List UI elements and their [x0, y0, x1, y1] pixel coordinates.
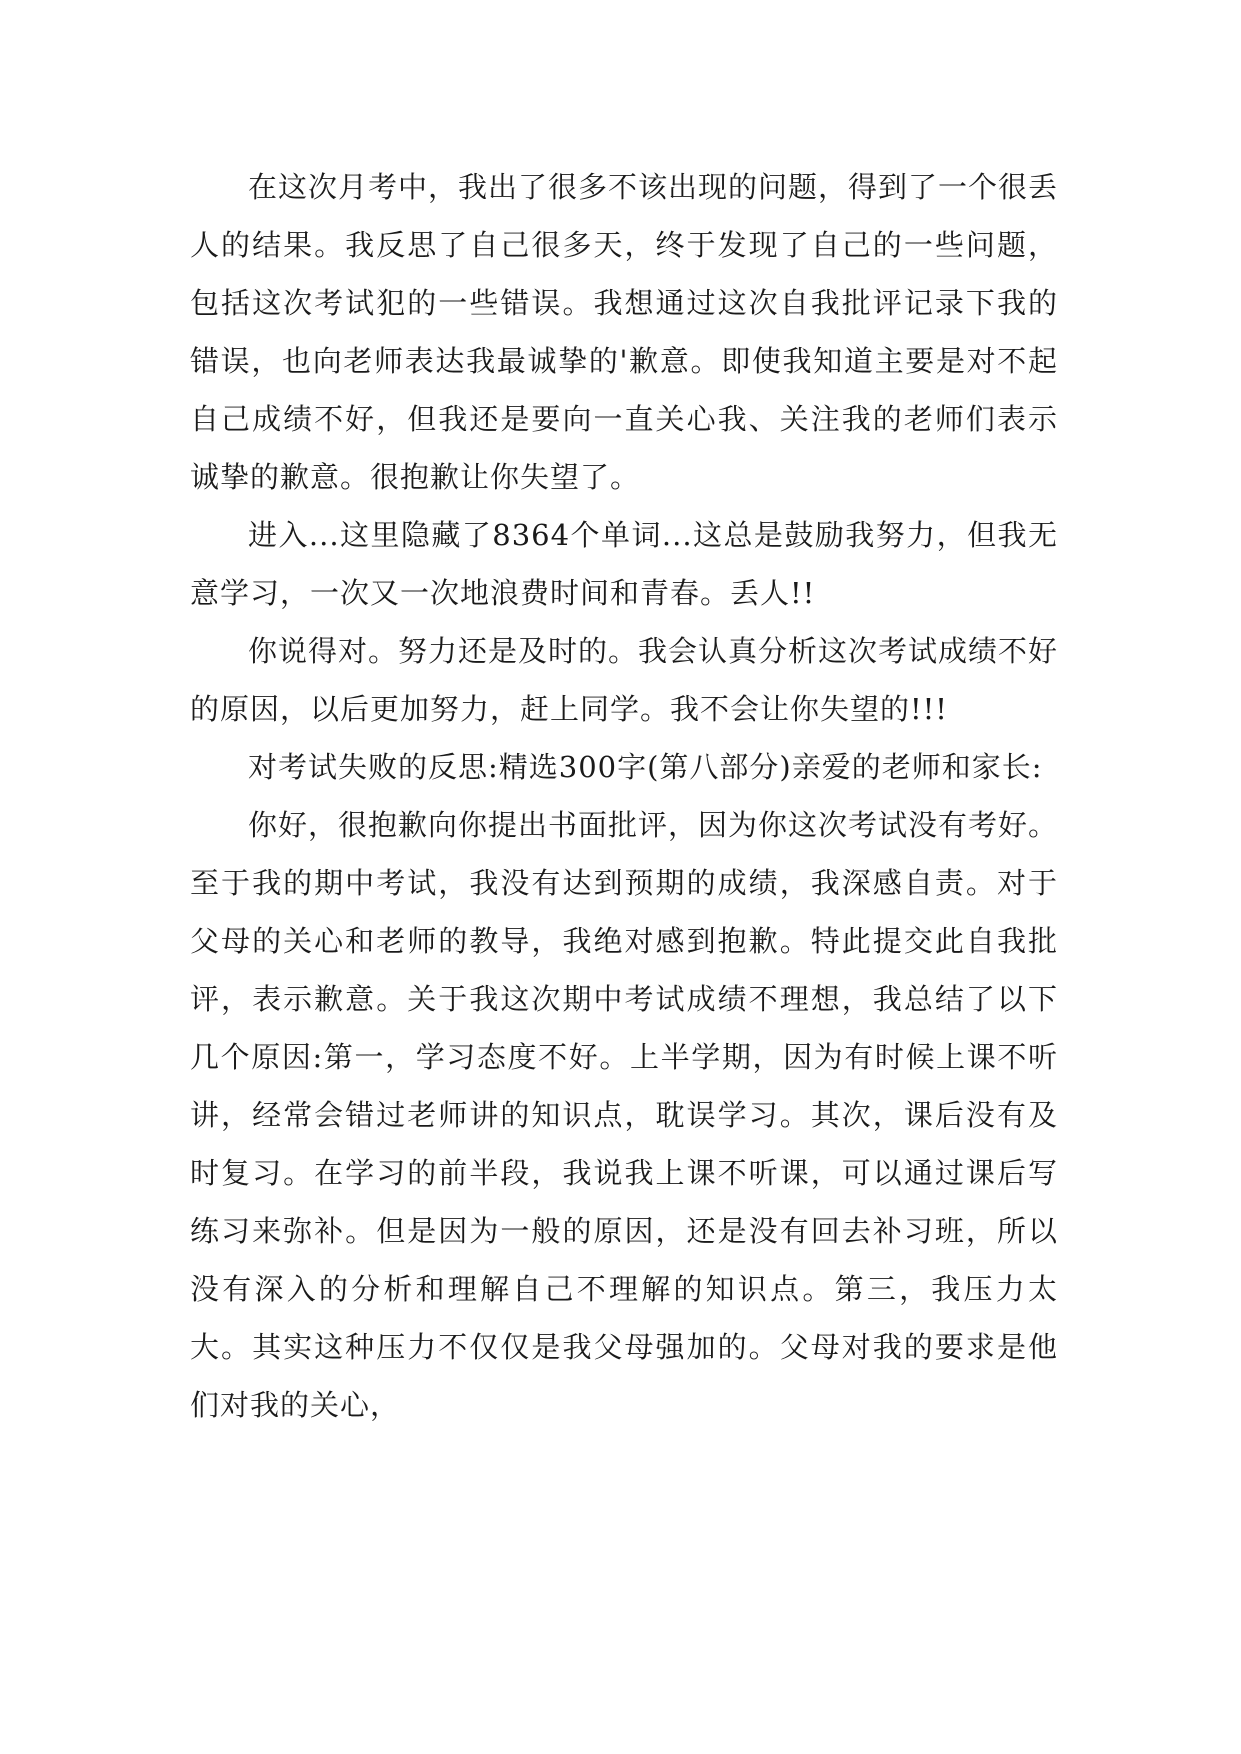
paragraph-2: 进入...这里隐藏了8364个单词...这总是鼓励我努力，但我无意学习，一次又一次地浪费时间和青春。丢人!!	[190, 518, 1058, 610]
paragraph-3: 你说得对。努力还是及时的。我会认真分析这次考试成绩不好的原因，以后更加努力，赶上同学。我不会让你失望的!!!	[190, 634, 1059, 726]
paragraph-5: 你好，很抱歉向你提出书面批评，因为你这次考试没有考好。至于我的期中考试，我没有达到预期的成绩，我深感自责。对于父母的关心和老师的教导，我绝对感到抱歉。特此提交此自我批评，表示歉意。关于我这次期中考试成绩不理想，我总结了以下几个原因:第一，学习态度不好。上半学期，因为有时候上课不听讲，经常会错过老师讲的知识点，耽误学习。其次，课后没有及时复习。在学习的前半段，我说我上课不听课，可以通过课后写练习来弥补。但是因为一般的原因，还是没有回去补习班，所以没有深入的分析和理解自己不理解的知识点。第三，我压力太大。其实这种压力不仅仅是我父母强加的。父母对我的要求是他们对我的关心，	[190, 808, 1059, 1422]
paragraph-4: 对考试失败的反思:精选300字(第八部分)亲爱的老师和家长:	[248, 750, 1043, 784]
paragraph-1: 在这次月考中，我出了很多不该出现的问题，得到了一个很丢人的结果。我反思了自己很多天，终于发现了自己的一些问题，包括这次考试犯的一些错误。我想通过这次自我批评记录下我的错误，也向老师表达我最诚挚的'歉意。即使我知道主要是对不起自己成绩不好，但我还是要向一直关心我、关注我的老师们表示诚挚的歉意。很抱歉让你失望了。	[190, 170, 1059, 494]
document-body	[190, 158, 1058, 1434]
